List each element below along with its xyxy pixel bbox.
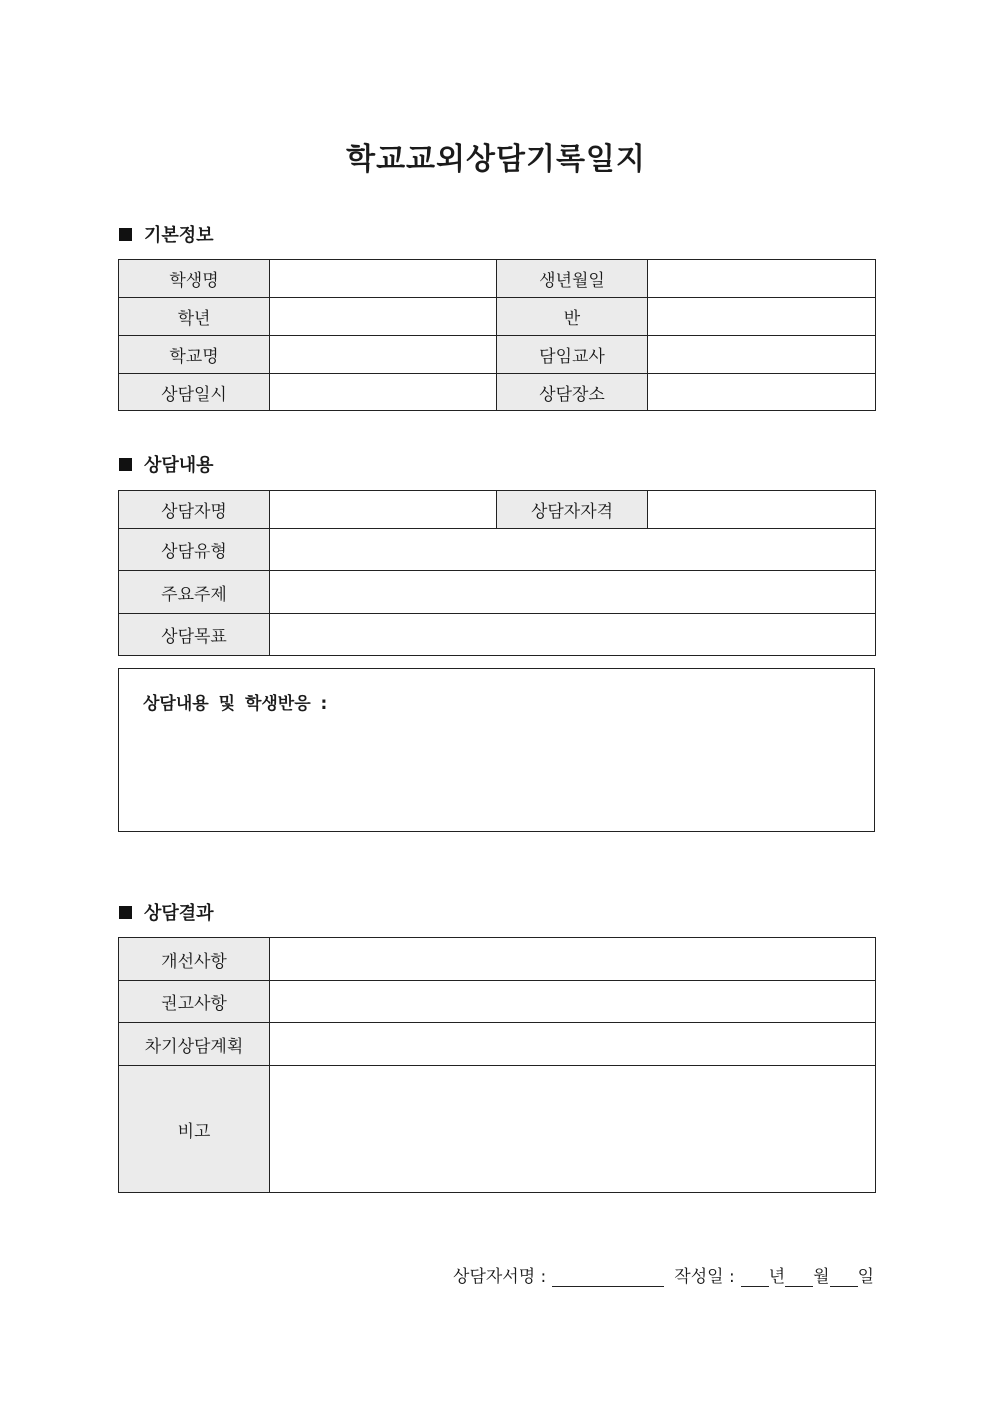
label-grade: 학년 [119, 298, 270, 336]
label-recommendations: 권고사항 [119, 981, 270, 1023]
field-counsel-datetime[interactable] [270, 374, 497, 411]
label-class: 반 [497, 298, 648, 336]
label-counselor-qualification: 상담자자격 [497, 491, 648, 529]
page-title: 학교교외상담기록일지 [346, 142, 646, 177]
date-label: 작성일 : [674, 1267, 735, 1287]
table-row [119, 298, 876, 336]
signature-blank[interactable] [552, 1268, 664, 1287]
field-class[interactable] [648, 298, 876, 336]
counsel-content-box[interactable] [118, 668, 875, 832]
field-school-name[interactable] [270, 336, 497, 374]
basic-info-table [118, 259, 876, 411]
field-birthdate[interactable] [648, 260, 876, 298]
label-improvements: 개선사항 [119, 938, 270, 981]
label-counsel-type: 상담유형 [119, 529, 270, 571]
label-birthdate: 생년월일 [497, 260, 648, 298]
field-homeroom-teacher[interactable] [648, 336, 876, 374]
signature-label: 상담자서명 : [453, 1267, 547, 1287]
month-label: 월 [813, 1267, 830, 1287]
table-row [119, 571, 876, 614]
table-row [119, 260, 876, 298]
field-student-name[interactable] [270, 260, 497, 298]
counsel-content-label: 상담내용 및 학생반응 : [143, 694, 328, 714]
day-label: 일 [857, 1267, 874, 1287]
field-counselor-name[interactable] [270, 491, 497, 529]
section-heading-label: 상담결과 [144, 903, 214, 924]
table-row [119, 374, 876, 411]
month-blank[interactable] [785, 1268, 813, 1287]
section-heading-label: 상담내용 [144, 455, 214, 476]
year-label: 년 [768, 1267, 786, 1287]
table-row [119, 491, 876, 529]
label-school-name: 학교명 [119, 336, 270, 374]
square-bullet-icon [119, 906, 132, 919]
field-counsel-place[interactable] [648, 374, 876, 411]
label-student-name: 학생명 [119, 260, 270, 298]
table-row [119, 1023, 876, 1066]
table-row [119, 1066, 876, 1193]
table-row [119, 336, 876, 374]
label-counsel-datetime: 상담일시 [119, 374, 270, 411]
section-heading-content [119, 451, 214, 477]
field-recommendations[interactable] [270, 981, 876, 1023]
counsel-content-table [118, 490, 876, 656]
label-homeroom-teacher: 담임교사 [497, 336, 648, 374]
table-row [119, 981, 876, 1023]
square-bullet-icon [119, 458, 132, 471]
table-row [119, 938, 876, 981]
day-blank[interactable] [830, 1268, 858, 1287]
label-next-plan: 차기상담계획 [119, 1023, 270, 1066]
field-next-plan[interactable] [270, 1023, 876, 1066]
square-bullet-icon [119, 228, 132, 241]
label-counselor-name: 상담자명 [119, 491, 270, 529]
label-notes: 비고 [119, 1066, 270, 1193]
label-main-topic: 주요주제 [119, 571, 270, 614]
signature-footer [453, 1262, 874, 1287]
field-main-topic[interactable] [270, 571, 876, 614]
field-counsel-goal[interactable] [270, 614, 876, 656]
field-counselor-qualification[interactable] [648, 491, 876, 529]
field-improvements[interactable] [270, 938, 876, 981]
table-row [119, 529, 876, 571]
label-counsel-goal: 상담목표 [119, 614, 270, 656]
section-heading-basic [119, 221, 214, 247]
field-counsel-type[interactable] [270, 529, 876, 571]
field-grade[interactable] [270, 298, 497, 336]
section-heading-result [119, 899, 214, 925]
counsel-result-table [118, 937, 876, 1193]
year-blank[interactable] [741, 1268, 769, 1287]
label-counsel-place: 상담장소 [497, 374, 648, 411]
section-heading-label: 기본정보 [144, 225, 214, 246]
table-row [119, 614, 876, 656]
field-notes[interactable] [270, 1066, 876, 1193]
